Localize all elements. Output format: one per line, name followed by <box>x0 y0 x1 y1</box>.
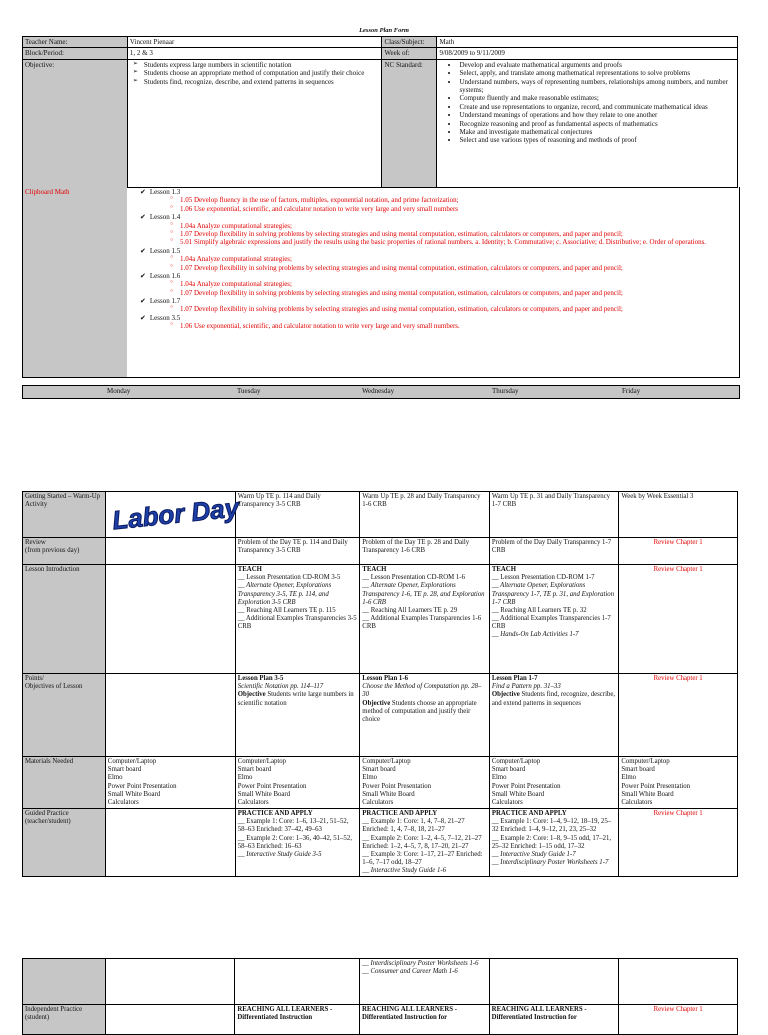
standard-sub-item: ○ 1.05 Develop fluency in the use of factors, multiples, exponential notation, and prime factorization; <box>170 196 739 204</box>
day-monday: Monday <box>107 387 131 395</box>
form-title: Lesson Plan Form <box>359 27 409 34</box>
block-label: Block/Period: <box>23 48 128 59</box>
independent-friday: Review Chapter 1 <box>619 1005 738 1035</box>
standard-item: • Understand meanings of operations and how they relate to one another <box>459 111 735 119</box>
materials-tuesday: Computer/Laptop Smart board Elmo Power Point Presentation Small White Board Calculators <box>235 757 360 809</box>
standard-sub-item: ○ 1.07 Develop flexibility in solving problems by selecting strategies and using mental computation, estimation, calculators or computers, and paper and pencil; <box>170 264 739 272</box>
standard-sub-item: ○ 1.07 Develop flexibility in solving problems by selecting strategies and using mental computation, estimation, calculators or computers, and paper and pencil; <box>170 305 739 313</box>
standard-sub-item: ○ 1.04a Analyze computational strategies; <box>170 255 739 263</box>
lesson-name: Lesson 1.6 <box>149 271 181 280</box>
header-table <box>22 36 738 188</box>
day-thursday: Thursday <box>492 387 519 395</box>
lesson-name: Lesson 1.5 <box>149 246 181 255</box>
review-monday <box>105 538 235 565</box>
intro-tuesday: TEACH __ Lesson Presentation CD-ROM 3-5 __ Alternate Opener, Explorations Transparency 3-5, TE p. 114, and Exploration 3-5 CRB __ Reaching All Learners TE p. 115 __ Additional Examples Transparencies 3-5 CRB <box>235 565 360 674</box>
weekday-bar <box>22 385 740 399</box>
warmup-wednesday: Warm Up TE p. 28 and Daily Transparency 1-6 CRB <box>360 492 490 538</box>
guided-monday <box>105 809 235 877</box>
objective-label: Objective: <box>23 59 128 187</box>
standard-sub-item: ○ 1.04a Analyze computational strategies; <box>170 222 739 230</box>
materials-label: Materials Needed <box>23 757 106 809</box>
review-friday: Review Chapter 1 <box>619 538 738 565</box>
cont-tuesday <box>235 959 360 1005</box>
guided-label: Guided Practice (teacher/student) <box>23 809 106 877</box>
intro-monday <box>105 565 235 674</box>
independent-wednesday: REACHING ALL LEARNERS - Differentiated Instruction for <box>359 1005 489 1035</box>
checkmark-icon: ✔ <box>140 271 146 280</box>
intro-friday: Review Chapter 1 <box>619 565 738 674</box>
week-label: Week of: <box>382 48 437 59</box>
standard-item: • Recognize reasoning and proof as fundamental aspects of mathematics <box>459 120 735 128</box>
labor-day-image <box>106 492 241 536</box>
independent-tuesday: REACHING ALL LEARNERS - Differentiated Instruction <box>235 1005 360 1035</box>
guided-wednesday: PRACTICE AND APPLY __ Example 1: Core: 1, 4, 7–8, 21–27 Enriched: 1, 4, 7–8, 18, 21–27 __ Example 2: Core: 1–2, 4–5, 7–12, 21–27 Enriched: 1–2, 4–5, 7, 8, 17–20, 21–27 __ Example 3: Core: 1–17, 21–27 Enriched: 1–6, 7–17 odd, 18–27 __ Interactive Study Guide 1-6 <box>360 809 490 877</box>
warmup-tuesday: Warm Up TE p. 114 and Daily Transparency 3-5 CRB <box>235 492 360 538</box>
cont-label <box>23 959 106 1005</box>
lesson-name: Lesson 1.7 <box>149 297 181 306</box>
independent-thursday: REACHING ALL LEARNERS - Differentiated Instruction for <box>489 1005 619 1035</box>
review-wednesday: Problem of the Day TE p. 28 and Daily Transparency 1-6 CRB <box>360 538 490 565</box>
lesson-name: Lesson 3.5 <box>149 313 181 322</box>
materials-friday: Computer/Laptop Smart board Elmo Power Point Presentation Small White Board Calculators <box>619 757 738 809</box>
review-tuesday: Problem of the Day TE p. 114 and Daily Transparency 3-5 CRB <box>235 538 360 565</box>
cont-friday <box>619 959 738 1005</box>
standard-sub-item: ○ 1.07 Develop flexibility in solving problems by selecting strategies and using mental computation, estimation, calculators or computers, and paper and pencil; <box>170 230 739 238</box>
checkmark-icon: ✔ <box>140 246 146 255</box>
weekly-plan-table-continued <box>22 958 738 1035</box>
independent-monday <box>105 1005 235 1035</box>
warmup-label: Getting Started – Warm-Up Activity <box>23 492 106 538</box>
lesson-block <box>140 314 739 322</box>
objectives-cell <box>127 59 382 187</box>
lesson-block <box>140 297 739 305</box>
clipboard-content <box>130 188 739 377</box>
checkmark-icon: ✔ <box>140 297 146 306</box>
cont-thursday <box>489 959 619 1005</box>
lesson-name: Lesson 1.4 <box>149 213 181 222</box>
warmup-thursday: Warm Up TE p. 31 and Daily Transparency 1-7 CRB <box>489 492 619 538</box>
week-value: 9/08/2009 to 9/11/2009 <box>437 48 738 59</box>
class-value: Math <box>437 37 738 48</box>
block-value: 1, 2 & 3 <box>127 48 382 59</box>
day-wednesday: Wednesday <box>362 387 395 395</box>
cont-wednesday: __ Interdisciplinary Poster Worksheets 1-6 __ Consumer and Career Math 1-6 <box>359 959 489 1005</box>
points-wednesday: Lesson Plan 1-6 Choose the Method of Computation pp. 28–30 Objective Students choose an appropriate method of computation and justify their choice <box>360 674 490 757</box>
standard-item: • Understand numbers, ways of representing numbers, relationships among numbers, and number systems; <box>459 78 735 95</box>
day-tuesday: Tuesday <box>237 387 261 395</box>
independent-label: Independent Practice (student) <box>23 1005 106 1035</box>
intro-label: Lesson Introduction <box>23 565 106 674</box>
standards-list <box>439 61 735 145</box>
teacher-label: Teacher Name: <box>23 37 128 48</box>
points-thursday: Lesson Plan 1-7 Find a Pattern pp. 31–33 Objective Students find, recognize, describe, and extend patterns in sequences <box>489 674 619 757</box>
day-friday: Friday <box>622 387 641 395</box>
points-label: Points/ Objectives of Lesson <box>23 674 106 757</box>
cont-monday <box>105 959 235 1005</box>
objective-item: ➢ Students express large numbers in scientific notation <box>144 61 380 69</box>
standard-sub-item: ○ 5.01 Simplify algebraic expressions and justify the results using the basic properties of rational numbers. a. Identity; b. Commutative; c. Associative; d. Distributive; e. Order of operations. <box>170 238 739 246</box>
class-label: Class/Subject: <box>382 37 437 48</box>
standard-sub-item: ○ 1.06 Use exponential, scientific, and calculator notation to write very large and very small numbers <box>170 205 739 213</box>
svg-text:Labor Day: Labor Day <box>110 492 241 536</box>
clipboard-section <box>22 187 740 378</box>
intro-wednesday: TEACH __ Lesson Presentation CD-ROM 1-6 __ Alternate Opener, Explorations Transparency 1-6, TE p. 28, and Exploration 1-6 CRB __ Reaching All Learners TE p. 29 __ Additional Examples Transparencies 1-6 CRB <box>360 565 490 674</box>
lesson-block <box>140 247 739 255</box>
standard-sub-item: ○ 1.04a Analyze computational strategies; <box>170 280 739 288</box>
guided-friday: Review Chapter 1 <box>619 809 738 877</box>
labor-day-cell <box>105 492 241 538</box>
checkmark-icon: ✔ <box>140 313 146 322</box>
standard-item: • Make and investigate mathematical conjectures <box>459 128 735 136</box>
lesson-block <box>140 188 739 196</box>
objective-item: ➢ Students find, recognize, describe, and extend patterns in sequences <box>144 78 380 86</box>
objectives-list <box>130 61 380 86</box>
materials-wednesday: Computer/Laptop Smart board Elmo Power Point Presentation Small White Board Calculators <box>360 757 490 809</box>
teacher-value: Vincent Pienaar <box>127 37 382 48</box>
standard-item: • Select and use various types of reasoning and methods of proof <box>459 136 735 144</box>
lesson-block <box>140 272 739 280</box>
lesson-block <box>140 213 739 221</box>
standard-label: NC Standard: <box>382 59 437 187</box>
guided-thursday: PRACTICE AND APPLY __ Example 1: Core: 1–4, 9–12, 18–19, 25–32 Enriched: 1–4, 9–12, 21, 23, 25–32 __ Example 2: Core: 1–8, 9–15 odd, 17–21, 25–32 Enriched: 1–15 odd, 17–32 __ Interactive Study Guide 1-7 __ Interdisciplinary Poster Worksheets 1-7 <box>489 809 619 877</box>
clipboard-label: Clipboard Math <box>23 187 127 377</box>
review-label: Review (from previous day) <box>23 538 106 565</box>
materials-thursday: Computer/Laptop Smart board Elmo Power Point Presentation Small White Board Calculators <box>489 757 619 809</box>
review-thursday: Problem of the Day Daily Transparency 1-7 CRB <box>489 538 619 565</box>
checkmark-icon: ✔ <box>140 188 146 196</box>
standard-item: • Compute fluently and make reasonable estimates; <box>459 94 735 102</box>
intro-thursday: TEACH __ Lesson Presentation CD-ROM 1-7 __ Alternate Opener, Explorations Transparency 1-7, TE p. 31, and Exploration 1-7 CRB __ Reaching All Learners TE p. 32 __ Additional Examples Transparencies 1-7 CRB __ Hands-On Lab Activities 1-7 <box>489 565 619 674</box>
points-monday <box>105 674 235 757</box>
objective-item: ➢ Students choose an appropriate method of computation and justify their choice <box>144 69 380 77</box>
standard-sub-item: ○ 1.07 Develop flexibility in solving problems by selecting strategies and using mental computation, estimation, calculators or computers, and paper and pencil; <box>170 289 739 297</box>
checkmark-icon: ✔ <box>140 213 146 222</box>
standards-cell <box>437 59 738 187</box>
standard-item: • Develop and evaluate mathematical arguments and proofs <box>459 61 735 69</box>
points-friday: Review Chapter 1 <box>619 674 738 757</box>
guided-tuesday: PRACTICE AND APPLY __ Example 1: Core: 1–6, 13–21, 51–52, 58–63 Enriched: 37–42, 49–63 __ Example 2: Core: 1–36, 40–42, 51–52, 58–63 Enriched: 16–63 __ Interactive Study Guide 3-5 <box>235 809 360 877</box>
standard-sub-item: ○ 1.06 Use exponential, scientific, and calculator notation to write very large and very small numbers. <box>170 322 739 330</box>
standard-item: • Create and use representations to organize, record, and communicate mathematical ideas <box>459 103 735 111</box>
materials-monday: Computer/Laptop Smart board Elmo Power Point Presentation Small White Board Calculators <box>105 757 235 809</box>
warmup-friday: Week by Week Essential 3 <box>619 492 738 538</box>
points-tuesday: Lesson Plan 3-5 Scientific Notation pp. 114–117 Objective Students write large numbers in scientific notation <box>235 674 360 757</box>
standard-item: • Select, apply, and translate among mathematical representations to solve problems <box>459 69 735 77</box>
lesson-name: Lesson 1.3 <box>149 188 181 196</box>
weekly-plan-table <box>22 491 738 877</box>
